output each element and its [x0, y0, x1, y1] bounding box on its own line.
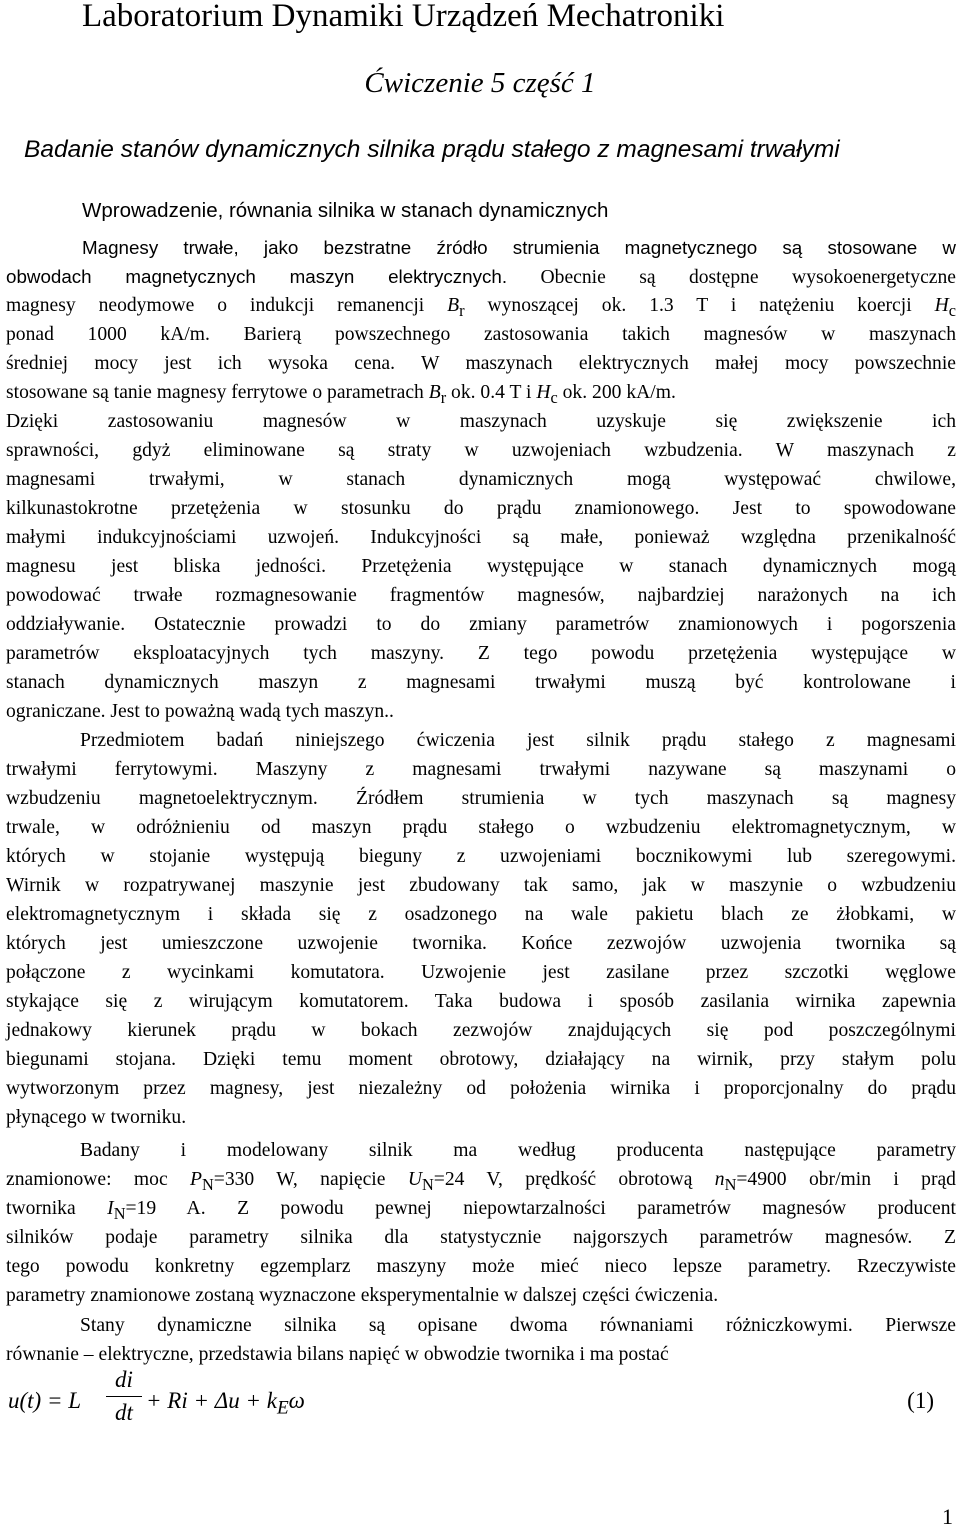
text-line: płynącego w tworniku.: [6, 1107, 187, 1128]
equation-fraction: [106, 1368, 142, 1425]
text-line: parametry znamionowe zostaną wyznaczone eksperymentalnie w dalszej części ćwiczenia.: [6, 1285, 719, 1306]
text-line: których jest umieszczone uzwojenie twornika. Końce zezwojów uzwojenia twornika są: [6, 933, 956, 954]
text-line: Badany i modelowany silnik ma według producenta następujące parametry: [80, 1140, 956, 1161]
text-line: Wirnik w rozpatrywanej maszynie jest zbudowany tak samo, jak w maszynie o wzbudzeniu: [6, 875, 956, 896]
text-line: jednakowy kierunek prądu w bokach zezwojów znajdujących się pod poszczególnymi: [6, 1020, 956, 1041]
text-line: elektromagnetycznym i składa się z osadzonego na wale pakietu blach ze żłobkami, w: [6, 904, 956, 925]
text-line: kilkunastokrotne przetężenia w stosunku do prądu znamionowego. Jest to spowodowane: [6, 498, 956, 519]
text-line: ograniczane. Jest to poważną wadą tych maszyn..: [6, 701, 394, 722]
text-line: oddziaływanie. Ostatecznie prowadzi to do zmiany parametrów znamionowych i pogorszenia: [6, 614, 956, 635]
text-line: stykające się z wirującym komutatorem. Taka budowa i sposób zasilania wirnika zapewnia: [6, 991, 956, 1012]
text-line: znamionowe: moc $P_N=330$ W, napięcie $U_N=24$ V, prędkość obrotową $n_N=4900$ obr/min i prąd: [6, 1169, 956, 1194]
text-line: ponad 1000 kA/m. Barierą powszechnego zastosowania takich magnesów w maszynach: [6, 324, 956, 345]
document-subtitle: Badanie stanów dynamicznych silnika prądu stałego z magnesami trwałymi: [24, 136, 840, 163]
equation-rhs: + $Ri + \Delta u + k_E\omega$: [146, 1388, 305, 1419]
text-line: silników podaje parametry silnika dla statystycznie najgorszych parametrów magnesów. Z: [6, 1227, 956, 1248]
text-line: średniej mocy jest ich wysoka cena. W maszynach elektrycznych małej mocy powszechnie: [6, 353, 956, 374]
text-line: magnesami trwałymi, w stanach dynamicznych mogą występować chwilowe,: [6, 469, 956, 490]
fraction-bar: [106, 1396, 142, 1397]
text-line: sprawności, gdyż eliminowane są straty w uzwojeniach wzbudzenia. W maszynach z: [6, 440, 956, 461]
text-line: równanie – elektryczne, przedstawia bilans napięć w obwodzie twornika i ma postać: [6, 1344, 669, 1365]
text-line: małymi indukcyjnościami uzwojeń. Indukcyjności są małe, ponieważ względna przenikalność: [6, 527, 956, 548]
text-line: wytworzonym przez magnesy, jest niezależny od położenia wirnika i proporcjonalny do prądu: [6, 1078, 956, 1099]
equation-number: (1): [907, 1388, 934, 1413]
equation-1: [8, 1364, 948, 1444]
text-line: tego powodu konkretny egzemplarz maszyny może mieć nieco lepsze parametry. Rzeczywiste: [6, 1256, 956, 1277]
text-line: trwale, w odróżnieniu od maszyn prądu stałego o wzbudzeniu elektromagnetycznym, w: [6, 817, 956, 838]
text-line: magnesy neodymowe o indukcji remanencji $B_r$ wynoszącej ok. 1.3 T i natężeniu koercji $H_c$: [6, 295, 956, 320]
text-line: magnesu jest bliska jedności. Przetężenia występujące w stanach dynamicznych mogą: [6, 556, 956, 577]
page-number: 1: [942, 1504, 953, 1529]
text-line: Dzięki zastosowaniu magnesów w maszynach uzyskuje się zwiększenie ich: [6, 411, 956, 432]
text-line: trwałymi ferrytowymi. Maszyny z magnesami trwałymi nazywane są maszynami o: [6, 759, 956, 780]
lab-title: Laboratorium Dynamiki Urządzeń Mechatroniki: [82, 0, 725, 34]
section-heading: Wprowadzenie, równania silnika w stanach dynamicznych: [82, 199, 609, 222]
text-line: parametrów eksploatacyjnych tych maszyny. Z tego powodu przetężenia występujące w: [6, 643, 956, 664]
text-line: obwodach magnetycznych maszyn elektrycznych. Obecnie są dostępne wysokoenergetyczne: [6, 266, 956, 288]
text-line: Przedmiotem badań niniejszego ćwiczenia jest silnik prądu stałego z magnesami: [80, 730, 956, 751]
text-line: powodować trwałe rozmagnesowanie fragmentów magnesów, najbardziej narażonych na ich: [6, 585, 956, 606]
text-line: połączone z wycinkami komutatora. Uzwojenie jest zasilane przez szczotki węglowe: [6, 962, 956, 983]
text-line: których w stojanie występują bieguny z uzwojeniami bocznikowymi lub szeregowymi.: [6, 846, 956, 867]
text-line: Magnesy trwałe, jako bezstratne źródło strumienia magnetycznego są stosowane w: [82, 237, 956, 258]
text-line: biegunami stojana. Dzięki temu moment obrotowy, działający na wirnik, przy stałym polu: [6, 1049, 956, 1070]
fraction-numerator: di: [115, 1367, 133, 1392]
fraction-denominator: dt: [115, 1400, 133, 1425]
text-line: stosowane są tanie magnesy ferrytowe o parametrach $B_r$ ok. 0.4 T i $H_c$ ok. 200 kA/m.: [6, 382, 676, 407]
text-line: Stany dynamiczne silnika są opisane dwoma równaniami różniczkowymi. Pierwsze: [80, 1315, 956, 1336]
exercise-title: Ćwiczenie 5 część 1: [364, 67, 596, 99]
text-line: wzbudzeniu magnetoelektrycznym. Źródłem strumienia w tych maszynach są magnesy: [6, 788, 956, 809]
text-line: twornika $I_N=19$ A. Z powodu pewnej niepowtarzalności parametrów magnesów producent: [6, 1198, 956, 1223]
text-line: stanach dynamicznych maszyn z magnesami trwałymi muszą być kontrolowane i: [6, 672, 956, 693]
equation-lhs: u(t) = L: [8, 1388, 82, 1413]
